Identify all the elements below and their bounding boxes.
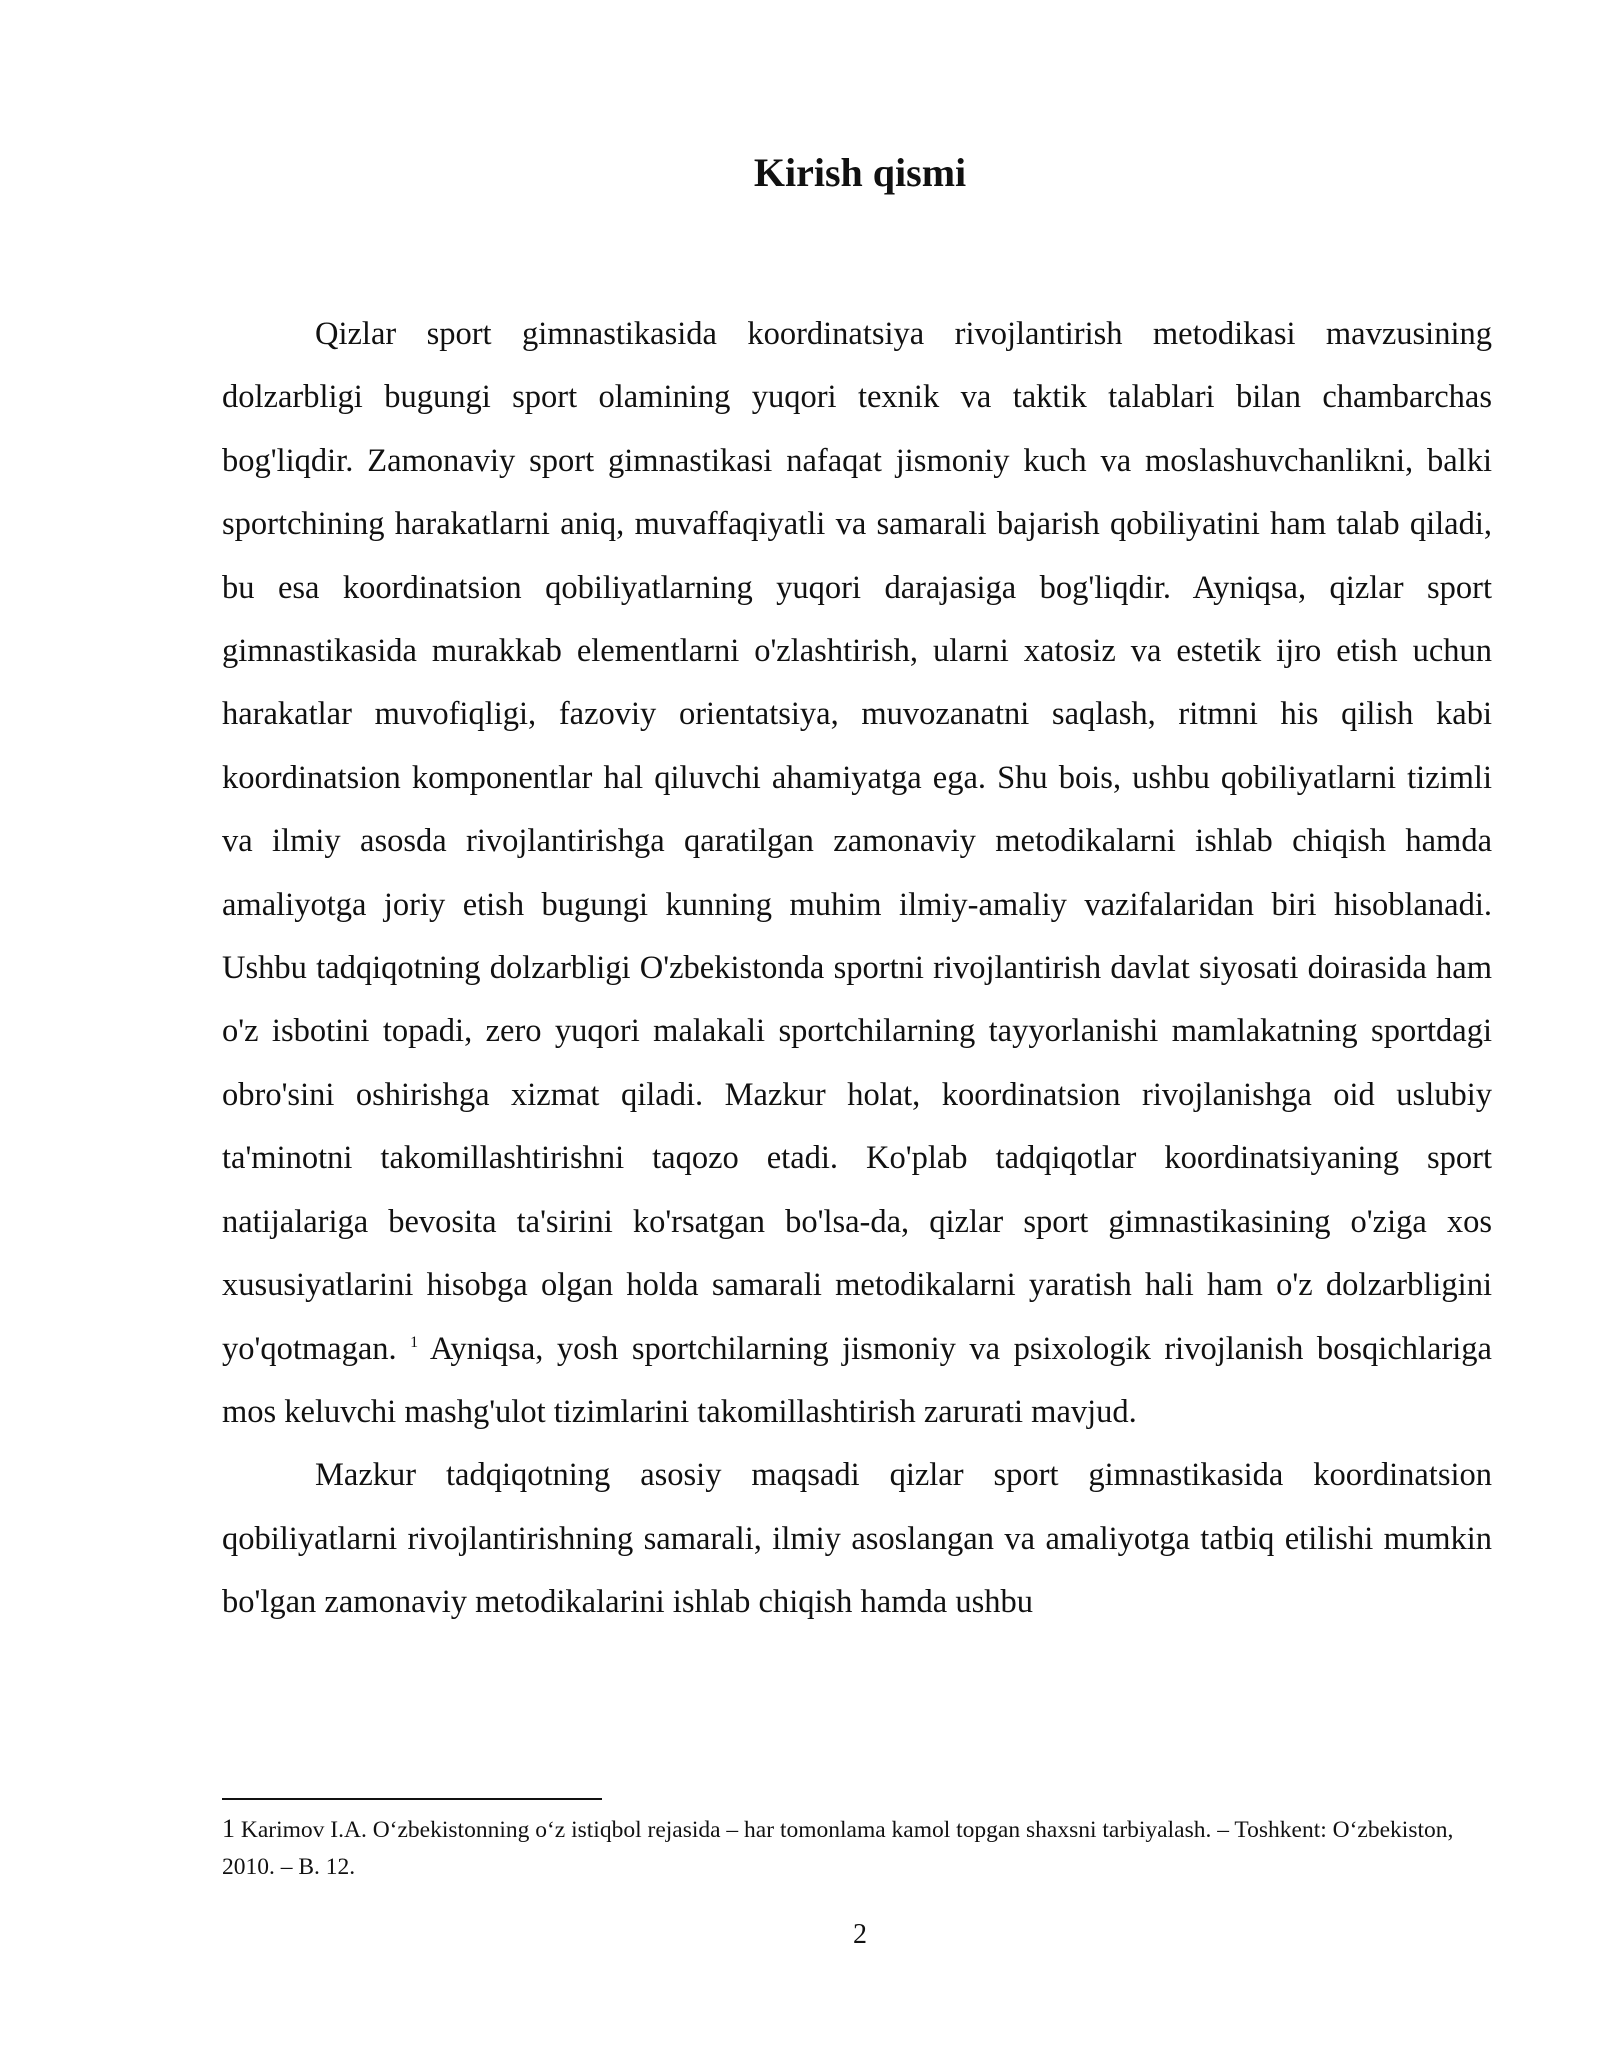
paragraph-2: Mazkur tadqiqotning asosiy maqsadi qizlar sport gimnastikasida koordinatsion qobiliyatlarni rivojlantirishning samarali, ilmiy asoslangan va amaliyotga tatbiq etilishi mumkin bo'lgan zamonaviy metodikalarini ishlab chiqish hamda ushbu xyxy=(222,1457,1492,1621)
paragraph-1-continuation: Ayniqsa, yosh sportchilarning jismoniy va psixologik rivojlanish bosqichlariga mos keluvchi mashg'ulot tizimlarini takomillashtirish zarurati mavjud. xyxy=(222,1330,1492,1430)
page-number: 2 xyxy=(853,1919,867,1950)
footnote-reference: 1 xyxy=(410,1333,419,1351)
paragraph-1 xyxy=(222,303,1492,1444)
footnote-number: 1 xyxy=(222,1814,235,1843)
page-title: Kirish qismi xyxy=(753,150,967,195)
footnote-separator xyxy=(222,1798,602,1800)
footnote xyxy=(222,1810,1492,1886)
footnote-text: Karimov I.A. O‘zbekistonning o‘z istiqbol rejasida – har tomonlama kamol topgan shaxsni tarbiyalash. – Toshkent: O‘zbekiston, 2010. – B. 12. xyxy=(222,1817,1454,1880)
paragraph-1-text: Qizlar sport gimnastikasida koordinatsiya rivojlantirish metodikasi mavzusining dolzarbligi bugungi sport olamining yuqori texnik va taktik talablari bilan chambarchas bog'liqdir. Zamonaviy sport gimnastikasi nafaqat jismoniy kuch va moslashuvchanlikni, balki sportchining harakatlarni aniq, muvaffaqiyatli va samarali bajarish qobiliyatini ham talab qiladi, bu esa koordinatsion qobiliyatlarning yuqori darajasiga bog'liqdir. Ayniqsa, qizlar sport gimnastikasida murakkab elementlarni o'zlashtirish, ularni xatosiz va estetik ijro etish uchun harakatlar muvofiqligi, fazoviy orientatsiya, muvozanatni saqlash, ritmni his qilish kabi koordinatsion komponentlar hal qiluvchi ahamiyatga ega. Shu bois, ushbu qobiliyatlarni tizimli va ilmiy asosda rivojlantirishga qaratilgan zamonaviy metodikalarni ishlab chiqish hamda amaliyotga joriy etish bugungi kunning muhim ilmiy-amaliy vazifalaridan biri hisoblanadi. Ushbu tadqiqotning dolzarbligi O'zbekistonda sportni rivojlantirish davlat siyosati doirasida ham o'z isbotini topadi, zero yuqori malakali sportchilarning tayyorlanishi mamlakatning sportdagi obro'sini oshirishga xizmat qiladi. Mazkur holat, koordinatsion rivojlanishga oid uslubiy ta'minotni takomillashtirishni taqozo etadi. Ko'plab tadqiqotlar koordinatsiyaning sport natijalariga bevosita ta'sirini ko'rsatgan bo'lsa-da, qizlar sport gimnastikasining o'ziga xos xususiyatlarini hisobga olgan holda samarali metodikalarni yaratish hali ham o'z dolzarbligini yo'qotmagan. xyxy=(222,316,1492,1367)
body-text xyxy=(222,303,1492,1635)
